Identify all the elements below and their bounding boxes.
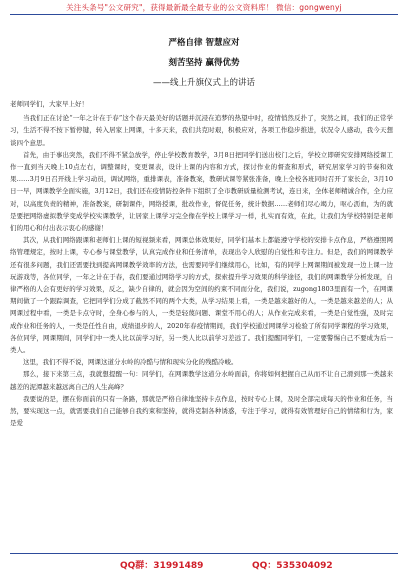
paragraph-5: 那么，接下来第三点，我就想提醒一句：同学们，在网课教学这道分水岭面前，你将如何把握自己从而不让自己滑到那一类越来越差的泥潭越来越远离自己的人生高峰？ [10, 370, 393, 391]
document-subtitle: ——线上升旗仪式上的讲话 [152, 78, 255, 88]
paragraph-2: 首先，由于事出突然，我们不得不紧急放学，停止学校教育教学，3月8日把同学们送出校门之后，学校立即研究安排网络授课工作一直到当天晚上10点左右，调整课时，变更课表，设计上课的内容和方式，探讨作业的督查和形式，研究居家学习的节奏和效果……3月9日召开线上学习动员，调试网络，重排课表，准备教案，教研试课等紧张准备，晚上全校各班同时召开了家长会，3月10日一早，网课教学全面实施，3月12日，我们还在疫情防控条件下组织了全市教研质量检测考试，连日来，全体老师精诚合作，全力应对，以高度负责的精神，准备教案，研制课件，网络授课，批改作业，督促任务，统计数据……老师们尽心竭力，呕心沥血，为的就是要把网络虚拟教学变成学校实课教学，让居家上课学习完全像在学校上课学习一样，扎实而有效，在此，让我们为学校特别是老师们的用心和付出表示衷心的感谢！ [10, 150, 393, 233]
document-body [10, 98, 393, 429]
paragraph-6: 我要说的是，摆在你面前的只有一条路，那就是严格自律地坚持卡点作息，按时专心上课，及时全部完成每天的作业和任务，当然，要实现这一点，就需要我们自己能够自我约束和坚持，就得克制各种诱惑，专注于学习，就得有效管理好自己的情绪和行为，家是爱 [10, 394, 393, 428]
header-divider [10, 14, 398, 15]
footer-qq-number: QQ：535304092 [252, 561, 333, 571]
document-title-line1: 严格自律 智慧应对 [168, 38, 240, 48]
greeting: 老师同学们，大家早上好！ [10, 100, 88, 108]
footer-divider [10, 553, 398, 554]
document-title-line2: 刻苦坚持 赢得优势 [168, 58, 240, 68]
page-header-banner: 关注头条号"公文研究"，获得最新最全最专业的公文资料库！ 微信：gongwenyj [66, 3, 342, 12]
paragraph-1: 当我们正在讨论“一年之计在于春”这个春天最美好的话题并沉浸在追梦的热望中时，疫情悄然反扑了，突然之间，我们的正常学习，生活不得不按下暂停键，转入居家上网课，十多天来，我们共克时艰，积极应对，各项工作稳步推进，状况令人感动，我今天想谈四个意思。 [10, 114, 393, 147]
paragraph-3: 其次，从我们网络跟课和老师们上课的短视频来看，网课总体效果好，同学们基本上都能遵守学校的安排卡点作息，严格遵照网络管理规定，按时上课，专心参与课堂教学，认真完成作业和任务清单，表现出令人欣慰的自觉性和专注力。但是，我们的网课教学还有很多问题，我们还需要找到提高网课教学效率的方法，也需要同学们继续用心，比如，有的同学上网课期间被发现一边上课一边玩游戏等，各位同学，一年之计在于春，我们要通过网络学习的方式，探索提升学习效果的科学途径，我们的网课教学分析发现，自律严格的人会有更好的学习效果，反之，缺少自律的，就会因为空间的约束不同而分化，我们说，zugong1803里面有一个，在网课期间做了一个跟踪调查，它把同学们分成了截然不同的两个大类，从学习结果上看，一类是越来越好的人，一类是越来越差的人；从网课过程中看，一类是卡点守时，全身心参与的人，一类是轻蔑问题、课堂不用心的人；从作业完成来看，一类是自觉性强，及时完成作业和任务的人，一类是任性自由，成绩退步的人，2020年春疫情期间，我们学校通过网课学习检验了所有同学课程的学习效果，各位同学，网课期间，同学们中一类人比以前学习好，另一类人比以前学习差远了。我们提醒同学们，一定要警惕自己不要成为后一类人。 [10, 236, 393, 355]
paragraph-4: 这里，我们不得不说，网课这道分水岭的冷酷与情和现实分化的残酷冷峻。 [23, 358, 238, 367]
footer-qq-group: QQ群：31991489 [120, 561, 204, 571]
